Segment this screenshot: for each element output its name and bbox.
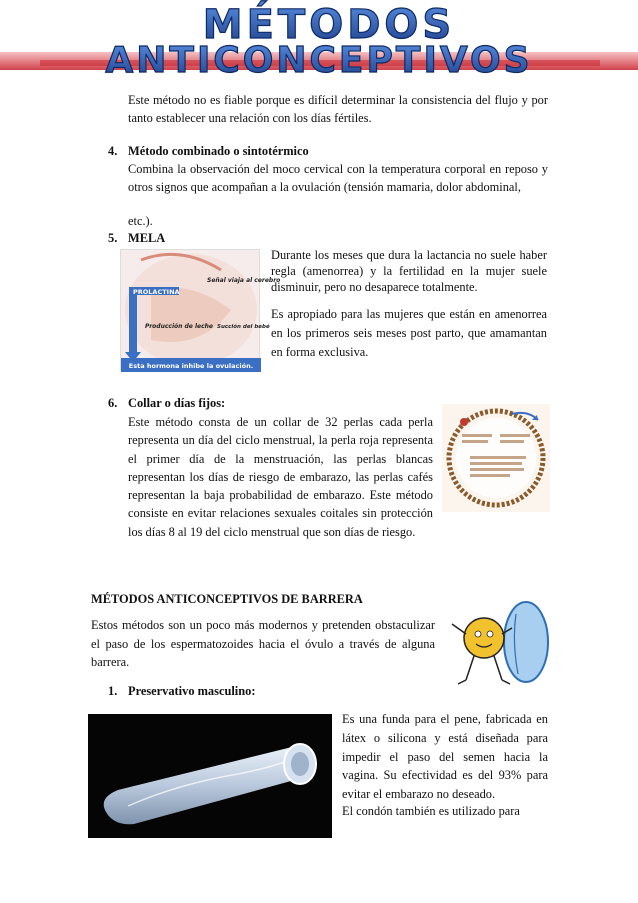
item5-para2: Es apropiado para las mujeres que están en amenorrea en los primeros seis meses post parto, que amamantan en forma exclusiva. (271, 307, 547, 359)
item5-para1: Durante los meses que dura la lactancia no suele haber regla (amenorrea) y la fertilidad en la mujer suele disminuir, pero no desaparece totalmente. (271, 248, 547, 294)
item5-title: MELA (128, 231, 166, 245)
barrier-illustration (446, 594, 552, 700)
barrier-paragraph: Estos métodos son un poco más modernos y pretenden obstaculizar el paso de los espermatozoides hacia el óvulo a través de alguna barrera. (91, 618, 435, 669)
mela-label-suction: Succión del bebé (217, 324, 270, 330)
mela-label-signal: Señal viaja al cerebro (207, 277, 281, 284)
mela-illustration (121, 250, 281, 372)
item4-body: Combina la observación del moco cervical con la temperatura corporal en reposo y otros signos que acompañan a la ovulación (tensión mamaria, dolor abdominal, (128, 162, 548, 194)
banner-line2: ANTICONCEPTIVOS (105, 40, 533, 81)
bead-necklace-illustration (442, 404, 550, 512)
condom-number: 1. (108, 684, 118, 698)
item6-title: Collar o días fijos: (128, 396, 226, 410)
condom-title: Preservativo masculino: (128, 684, 256, 698)
condom-para2: El condón también es utilizado para (342, 804, 520, 818)
mela-figure (120, 249, 281, 371)
item5-number: 5. (108, 231, 118, 245)
intro-paragraph: Este método no es fiable porque es difícil determinar la consistencia del flujo y por tanto establecer una relación con los días fértiles. (128, 93, 548, 125)
mela-caption: Esta hormona inhibe la ovulación. (128, 362, 254, 370)
barrier-heading: MÉTODOS ANTICONCEPTIVOS DE BARRERA (91, 592, 363, 606)
mela-label-prolactin: PROLACTINA (133, 288, 180, 296)
condom-image (88, 714, 332, 838)
banner-graphic (0, 0, 638, 81)
barrier-cartoon (446, 594, 552, 700)
banner-line1: MÉTODOS (202, 2, 456, 48)
title-banner (0, 0, 638, 81)
item4-number: 4. (108, 144, 118, 158)
item6-paragraph: Este método consta de un collar de 32 perlas cada perla representa un día del ciclo menstrual, la perla roja representa el primer día de la menstruación, las perlas blancas representan los días de riesgo de embarazo, las perlas cafés representan la baja probabilidad de embarazo. Este método consiste en evitar relaciones sexuales coitales sin protección los días 8 al 19 del ciclo menstrual que son días de riesgo. (128, 415, 433, 539)
item4-tail: etc.). (128, 214, 153, 228)
condom-para1: Es una funda para el pene, fabricada en látex o silicona y está diseñada para impedir el paso del semen hacia la vagina. Su efectividad es del 93% para evitar el embarazo no deseado. (342, 712, 548, 802)
condom-photo (88, 714, 332, 838)
item6-number: 6. (108, 396, 118, 410)
necklace-figure (442, 404, 550, 512)
mela-label-milk: Producción de leche (145, 323, 213, 330)
item4-title: Método combinado o sintotérmico (128, 144, 309, 158)
